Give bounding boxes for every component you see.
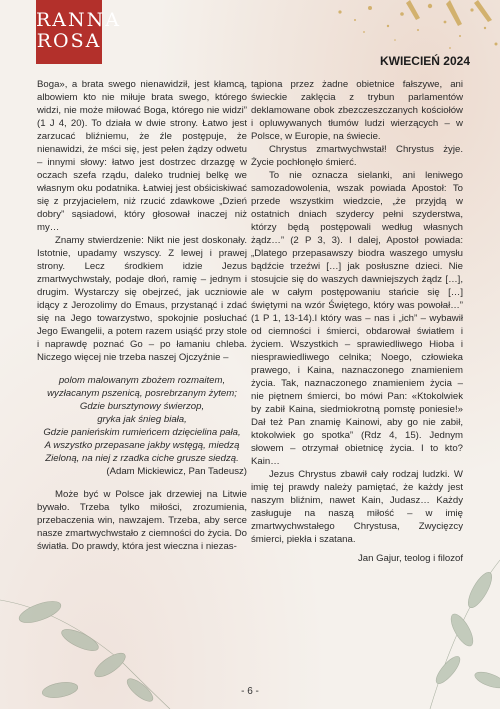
issue-date: KWIECIEŃ 2024 (379, 54, 470, 68)
paragraph: Boga», a brata swego nienawidził, jest kłamcą, albowiem kto nie miłuje brata swego, którego widzi, nie może miłować Boga, którego nie widzi” (1 J 4, 20). To działa w dwie strony. Łatwo jest zarzucać bliźniemu, że źle postępuje, że nienawidzi, że mści się, jest pełen żądzy odwetu – innymi słowy: łatwo jest dostrzec drzazgę w oczach szefa rządu, daleko trudniej belkę we własnym oku podatnika. Łatwiej jest obśiciskiwać się z przyjacielem, niż rzucić zdawkowe „Dzień dobry” sąsiadowi, który głosował inaczej niż my… (37, 79, 247, 233)
logo-line1: RANNA (36, 9, 121, 31)
paragraph: Może być w Polsce jak drzewiej na Litwie bywało. Trzeba tylko miłości, zrozumienia, przebaczenia win, nawzajem. Trzeba, aby serce nasze zmartwychwstało z ciemności do życia. Do światła. Do prawdy, która jest wieczna i niezas- (37, 489, 247, 552)
paragraph: To nie oznacza sielanki, ani leniwego samozadowolenia, wszak powiada Apostoł: To przede wszystkim wiedzcie, „że przyjdą w ostatnich dniach szydercy pełni szyderstwa, którzy będą postępowali według własnych żądz…” (2 P 3, 3). I dalej, Apostoł powiada: „Dlatego przepasawszy biodra waszego umysłu bądźcie trzeźwi […] jak posłuszne dzieci. Nie stosujcie się do waszych dawniejszych żądz […], ale w całym postępowaniu stańcie się […] świętymi na wzór Świętego, który was powołał…” (1 P 1, 13-14).I który was – nas i „ich” – wybawił od ciemności i śmierci, obdarował światłem i życiem. Wszystkich – sprawiedliwego Hioba i niesprawiedliwego celnika; Noego, człowieka prawego, i Kaina, naznaczonego znamieniem życia. Tak, naznaczonego znamieniem życia – nie piętnem śmierci, bo mówi Pan: «Ktokolwiek by zabił Kaina, siedmiokrotną pomstę poniesie!» Dał też Pan znamię Kainowi, aby go nie zabił, ktokolwiek go spotka” (Rdz 4, 15). Jednym słowem – otrzymał obietnicę życia. I to kto? Kain… (251, 170, 463, 467)
gold-foil-decoration (300, 0, 500, 60)
poem-line: polom malowanym zbożem rozmaitem, (58, 375, 226, 386)
paragraph: Chrystus zmartwychwstał! Chrystus żyje. Życie pochłonęło śmierć. (251, 144, 463, 168)
poem-line: A wszystko przepasane jakby wstęgą, miedzą (44, 440, 240, 451)
poem-line: Zieloną, na niej z rzadka ciche grusze siedzą. (45, 453, 239, 464)
poem-quote (37, 374, 247, 478)
left-column (37, 78, 247, 553)
right-column (251, 78, 463, 565)
paragraph: Jezus Chrystus zbawił cały rodzaj ludzki. W imię tej prawdy należy pamiętać, że każdy jest naszym bliźnim, nawet Kain, Judasz… Każdy zasługuje na naszą miłość – w imię zmartwychwstałego Chrystusa, Zwycięzcy śmierci, piekła i szatana. (251, 469, 463, 545)
poem-line: gryka jak śnieg biała, (97, 414, 187, 425)
logo-line2: ROSA (36, 30, 102, 52)
page-number: - 6 - (241, 686, 259, 697)
author-signature: Jan Gajur, teolog i filozof (357, 553, 463, 564)
paragraph: Znamy stwierdzenie: Nikt nie jest doskonały. Istotnie, upadamy wszyscy. Z lewej i prawej strony. Lecz środkiem idzie Jezus zmartwychwstały, podaje dłoń, ramię – jednym i drugim. Wystarczy się obejrzeć, jak uczniowie idący z Jerozolimy do Emaus, przystanąć i zdać się na Jego towarzystwo, spokojnie posłuchać Jego Ewangelii, a potem razem usiąść przy stole i naprawdę poznać Go – po łamaniu chleba. Niczego więcej nie trzeba naszej Ojczyźnie – (37, 235, 247, 363)
paragraph: tąpiona przez żadne obietnice fałszywe, ani świeckie zaklęcia z trybun parlamentów deklamowane obok zbezczeszczanych kościołów i opluwywanych tłumów ludzi wierzących – w Polsce, w Europie, na świecie. (251, 79, 463, 142)
poem-line: Gdzie panieńskim rumieńcem dzięcielina pała, (43, 427, 241, 438)
poem-line: wyzłacanym pszenicą, posrebrzanym żytem; (47, 388, 237, 399)
magazine-logo (36, 0, 121, 64)
poem-attribution: (Adam Mickiewicz, Pan Tadeusz) (106, 466, 247, 477)
poem-line: Gdzie bursztynowy świerzop, (79, 401, 205, 412)
